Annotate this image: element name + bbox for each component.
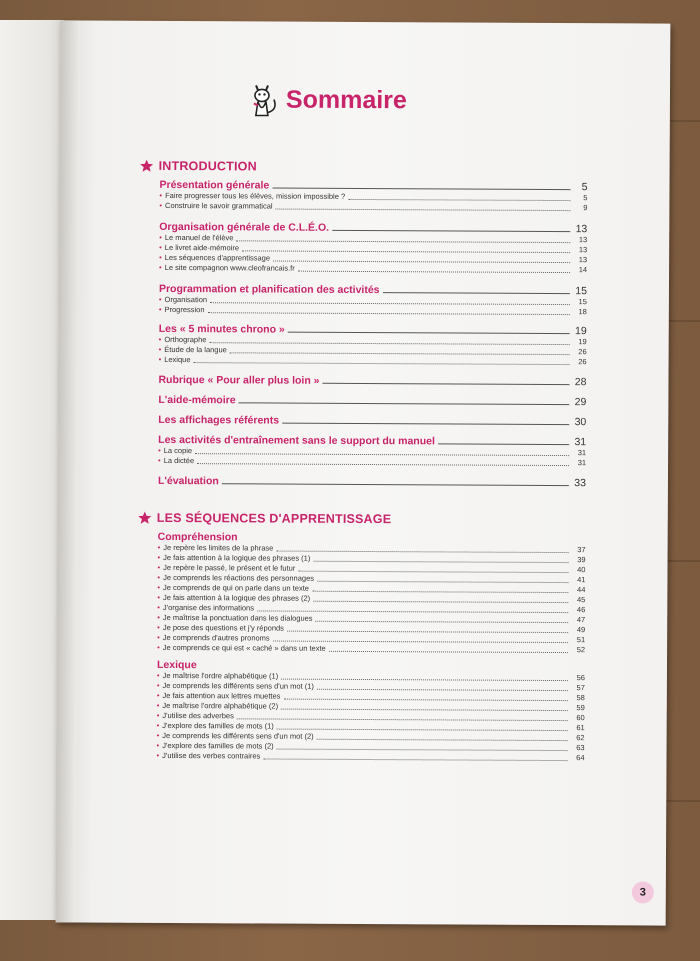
leader-line [313,561,568,563]
section-title: L'aide-mémoire [158,393,236,407]
table-of-contents [136,159,587,763]
section-title: Rubrique « Pour aller plus loin » [158,373,320,387]
item-page: 13 [578,245,588,255]
item-page: 5 [583,193,588,203]
section-page: 29 [574,396,587,409]
part-heading-text: LES SÉQUENCES D'APPRENTISSAGE [156,510,392,527]
item-page: 44 [577,585,586,595]
item-page: 57 [576,683,585,693]
leader-line [329,651,568,653]
leader-line [277,749,568,752]
item-page: 61 [576,723,585,733]
item-page: 46 [576,605,586,615]
bullet-icon: • [157,622,160,632]
item-text: Je comprends les réactions des personnages [163,572,315,583]
list-item [159,201,587,213]
item-page: 52 [576,645,586,655]
item-text: Je repère le passé, le présent et le futur [163,562,296,573]
section-page: 33 [574,477,586,490]
section-title: Les affichages référents [158,413,280,427]
leader-line [316,621,569,623]
bullet-icon: • [158,304,162,314]
bullet-icon: • [156,690,160,700]
section-title: Présentation générale [159,178,270,192]
leader-line [273,261,570,264]
leader-line [239,402,570,405]
section-page: 19 [575,325,587,338]
leader-line [298,571,568,573]
item-text: Je comprends de qui on parle dans un texte [163,582,309,593]
item-text: Je repère les limites de la phrase [163,542,274,553]
bullet-icon: • [158,294,162,304]
list-item [159,305,587,317]
leader-line [317,581,568,583]
item-page: 60 [576,713,585,723]
title-block [246,79,407,120]
item-page: 40 [577,565,586,575]
item-page: 56 [576,673,585,683]
bullet-icon: • [159,200,163,210]
leader-line [313,601,568,603]
item-text: Les séquences d'apprentissage [164,252,271,263]
bullet-icon: • [159,242,162,252]
bullet-icon: • [159,190,163,200]
item-text: Orthographe [164,334,207,345]
item-page: 18 [578,307,587,317]
leader-line [193,362,569,365]
item-page: 15 [578,297,587,307]
leader-line [257,610,568,613]
bullet-icon: • [157,552,161,562]
leader-line [348,199,570,201]
item-page: 13 [578,255,588,265]
section-title: Organisation générale de C.L.É.O. [159,220,330,234]
leader-line [272,188,570,191]
bullet-icon: • [159,252,162,262]
item-page: 31 [577,458,587,468]
bullet-icon: • [156,720,160,730]
item-text: Faire progresser tous les élèves, mission impossible ? [165,190,346,201]
item-text: Je comprends les différents sens d'un mot (2) [162,730,314,741]
part-heading [138,511,586,527]
page-binding [56,20,81,922]
cat-mascot-icon [246,79,280,119]
item-text: Je maîtrise l'ordre alphabétique (1) [162,670,279,681]
item-page: 49 [576,625,586,635]
item-page: 41 [577,575,586,585]
leader-line [383,292,570,294]
item-page: 37 [577,545,586,555]
bullet-icon: • [159,262,162,272]
section-entry [158,394,586,408]
bullet-icon: • [156,750,160,760]
section-page: 15 [575,285,587,298]
leader-line [317,689,568,691]
list-item [159,355,587,367]
leader-line [277,729,568,732]
leader-line [281,709,568,712]
section-entry [158,475,586,489]
list-item [159,263,587,275]
bullet-icon: • [157,592,161,602]
leader-line [276,209,571,212]
leader-line [208,312,570,315]
leader-line [288,332,570,334]
leader-line [281,679,568,682]
star-icon [140,159,154,173]
list-item [157,643,585,655]
subsection-title: Compréhension [157,530,238,544]
item-text: Lexique [164,354,191,365]
bullet-icon: • [157,582,161,592]
item-page: 31 [577,448,587,458]
bullet-icon: • [157,562,161,572]
bullet-icon: • [156,740,160,750]
part-heading-text: INTRODUCTION [158,158,257,174]
page-number-badge: 3 [632,881,654,903]
part-heading [140,159,588,175]
item-text: Je comprends d'autres pronoms [162,632,270,643]
item-text: J'utilise des verbes contraires [162,750,261,761]
section-entry [158,414,586,428]
item-text: La copie [163,445,193,456]
item-text: Le livret aide-mémoire [164,242,240,253]
page-title: Sommaire [285,85,407,114]
bullet-icon: • [157,602,160,612]
list-item [158,456,586,468]
item-text: Je fais attention aux lettres muettes [162,690,281,701]
item-text: Le site compagnon www.cleofrancais.fr [164,262,295,273]
item-page: 26 [578,347,587,357]
subsection-title: Lexique [156,658,197,672]
bullet-icon: • [158,344,162,354]
item-text: Je fais attention à la logique des phrases (1) [163,552,311,563]
item-text: Étude de la langue [164,344,227,355]
leader-line [263,758,567,761]
section-page: 28 [574,376,587,389]
item-text: J'explore des familles de mots (2) [162,740,274,751]
list-item [156,751,584,763]
section-page: 5 [581,181,588,194]
item-text: Construire le savoir grammatical [165,200,273,211]
item-page: 19 [578,337,587,347]
bullet-icon: • [157,642,160,652]
bullet-icon: • [156,710,160,720]
bullet-icon: • [157,572,161,582]
item-page: 14 [578,265,588,275]
item-text: Je maîtrise la ponctuation dans les dialogues [162,612,313,623]
item-page: 58 [576,693,585,703]
document-page [56,20,671,925]
item-page: 62 [576,733,585,743]
bullet-icon: • [156,700,160,710]
leader-line [287,631,568,633]
section-title: Les activités d'entraînement sans le support du manuel [158,433,435,448]
item-page: 59 [576,703,585,713]
bullet-icon: • [158,445,161,455]
bullet-icon: • [156,730,160,740]
item-page: 64 [576,753,585,763]
bullet-icon: • [157,632,160,642]
item-text: J'explore des familles de mots (1) [162,720,274,731]
leader-line [298,271,570,273]
item-text: Je maîtrise l'ordre alphabétique (2) [162,700,279,711]
item-page: 39 [577,555,586,565]
bullet-icon: • [159,232,162,242]
leader-line [317,739,568,741]
leader-line [276,551,568,554]
item-text: J'utilise des adverbes [162,710,234,721]
section-entry [158,374,586,388]
section-title: Programmation et planification des activités [158,282,380,297]
item-text: Le manuel de l'élève [164,232,234,243]
leader-line [332,230,570,232]
section-page: 13 [575,223,588,236]
item-page: 51 [576,635,586,645]
item-page: 45 [576,595,586,605]
bullet-icon: • [156,680,160,690]
item-text: Je pose des questions et j'y réponds [162,622,284,633]
section-page: 31 [574,436,587,449]
section-page: 30 [574,416,587,429]
section-entry [158,434,586,448]
item-text: Je comprends les différents sens d'un mot (1) [162,680,314,691]
leader-line [322,383,569,385]
section-entry [159,283,587,297]
leader-line [197,463,569,466]
item-text: Je fais attention à la logique des phrases (2) [162,592,311,603]
item-text: Progression [164,304,205,315]
bullet-icon: • [157,542,161,552]
item-page: 13 [578,235,588,245]
item-page: 63 [576,743,585,753]
bullet-icon: • [158,455,161,465]
bullet-icon: • [158,334,162,344]
section-title: L'évaluation [157,474,219,488]
section-title: Les « 5 minutes chrono » [158,322,285,336]
item-page: 9 [583,203,588,213]
bullet-icon: • [157,612,160,622]
bullet-icon: • [158,354,162,364]
leader-line [312,591,568,593]
item-text: La dictée [163,455,195,466]
item-text: Organisation [164,294,208,305]
leader-line [222,483,569,486]
leader-line [283,699,567,701]
leader-line [273,641,568,644]
leader-line [438,443,569,445]
item-page: 26 [578,357,587,367]
bullet-icon: • [156,670,160,680]
leader-line [282,423,569,426]
star-icon [138,511,152,525]
section-entry [159,323,587,337]
item-text: J'organise des informations [162,602,255,613]
item-page: 47 [576,615,586,625]
item-text: Je comprends ce qui est « caché » dans un texte [162,642,326,653]
